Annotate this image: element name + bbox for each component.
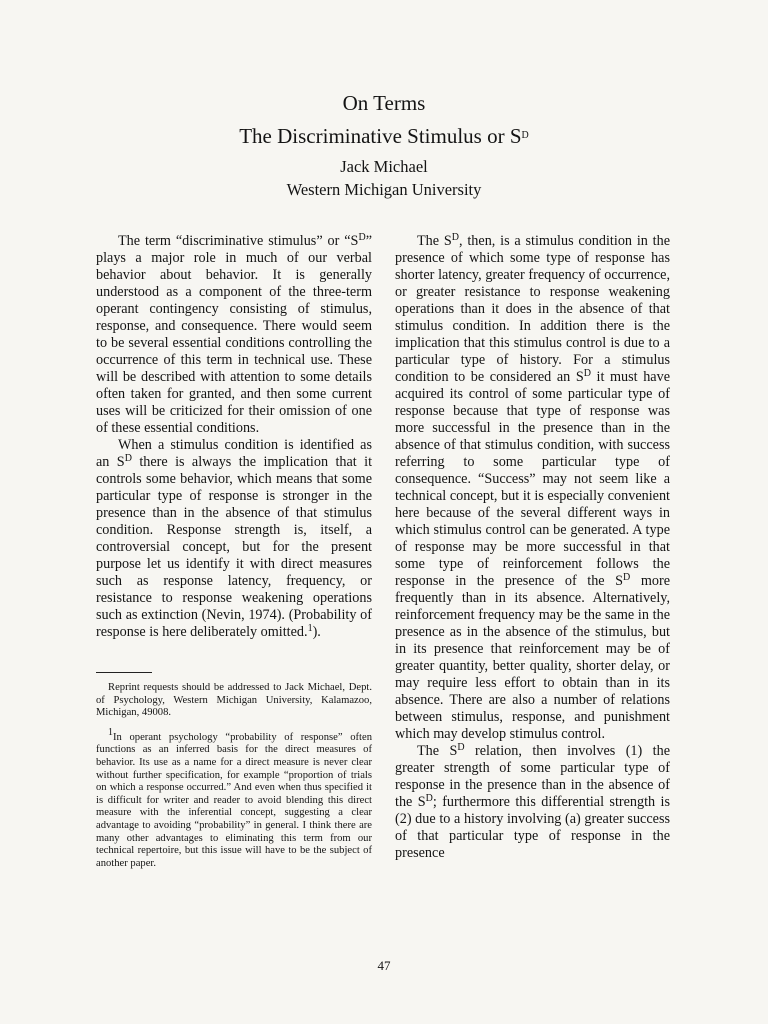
- left-column: [96, 233, 372, 870]
- footnote-divider: [96, 672, 152, 673]
- page-number: 47: [377, 958, 391, 973]
- text-run: The S: [417, 233, 452, 249]
- author-affiliation: Western Michigan University: [286, 180, 482, 199]
- superscript: D: [124, 453, 132, 464]
- footnote-1: [96, 726, 372, 871]
- footnote-marker: 1: [108, 726, 113, 738]
- text-run: , then, is a stimulus condition in the presence of which some type of response has shorter latency, greater frequency of occurrence, or greater resistance to response weakening operations than it does in the absence of that stimulus condition. In addition there is the implication that this stimulus control is due to a particular type of history. For a stimulus condition to be considered an S: [395, 233, 670, 385]
- text-run: it must have acquired its control of some particular type of response because that type of response was more successful in the presence than in the absence of that stimulus condition, with success referring to some particular type of consequence. “Success” may not seem like a technical concept, but it is especially convenient here because of the several different ways in which stimulus control can be generated. A type of response may be more successful in that some type of reinforcement follows the response in the presence of the S: [395, 369, 670, 589]
- text-run: When a stimulus condition is identified as an S: [96, 437, 372, 470]
- footnote-reprint: Reprint requests should be addressed to Jack Michael, Dept. of Psychology, Western Michigan University, Kalamazoo, Michigan, 49008.: [96, 682, 372, 719]
- article-title: [0, 118, 768, 154]
- text-run: relation, then involves (1) the greater strength of some particular type of response in the presence than in the absence of the S: [395, 743, 670, 810]
- title-superscript: D: [521, 130, 529, 141]
- footnote-marker: 1: [307, 623, 313, 634]
- text-run: there is always the implication that it controls some behavior, which means that some particular type of response is stronger in the presence than in the absence of that stimulus condition. Response strength is, itself, a controversial concept, but for the present purpose let us identify it with direct measures such as response latency, frequency, or resistance to response weakening operations such as extinction (Nevin, 1974). (Probability of response is here deliberately omitted.: [96, 454, 373, 640]
- article-header: [0, 88, 768, 202]
- footnote-text: In operant psychology “probability of response” often functions as an inferred basis for the direct measures of behavior. Its use as a name for a direct measure is never clear without further specification, for example “proportion of trials on which a response occurred.” And even when thus specified it is difficult for writer and reader to avoid blending this direct measure with the inferential concept, suggesting a clear advantage to avoiding “probability” in general. I think there are many other advantages to eliminating this term from our technical repertoire, but this issue will have to be the subject of another paper.: [96, 731, 372, 869]
- superscript: D: [623, 572, 631, 583]
- article-title-text: The Discriminative Stimulus or S: [239, 124, 522, 148]
- paragraph: [395, 233, 670, 743]
- superscript: D: [451, 232, 459, 243]
- text-run: ).: [312, 624, 321, 640]
- footnotes: [96, 682, 372, 870]
- text-run: more frequently than in its absence. Alternatively, reinforcement frequency may be the same in the presence as in the absence of the stimulus, but in its presence that reinforcement may be of greater quantity, better quality, shorter delay, or may require less effort to obtain than in its absence. There are also a number of relations between stimulus, response, and punishment which may develop stimulus control.: [395, 573, 670, 742]
- right-column: [395, 233, 670, 862]
- superscript: D: [457, 742, 465, 753]
- text-run: ” plays a major role in much of our verbal behavior about behavior. It is generally understood as a component of the three-term operant contingency consisting of stimulus, response, and consequence. There would seem to be several essential conditions controlling the occurrence of this term in technical use. These will be described with attention to some details often taken for granted, and then some current uses will be criticized for their omission of one of these essential conditions.: [96, 233, 372, 436]
- text-run: ; furthermore this differential strength is (2) due to a history involving (a) greater success of that particular type of response in the presence: [395, 794, 670, 861]
- series-title: On Terms: [342, 91, 426, 115]
- text-run: The term “discriminative stimulus” or “S: [118, 233, 359, 249]
- author-name: Jack Michael: [340, 157, 428, 176]
- superscript: D: [425, 793, 433, 804]
- paragraph: [395, 743, 670, 862]
- superscript: D: [583, 368, 591, 379]
- paragraph: [96, 233, 372, 437]
- text-run: The S: [417, 743, 458, 759]
- paragraph: [96, 437, 372, 641]
- superscript: D: [358, 232, 366, 243]
